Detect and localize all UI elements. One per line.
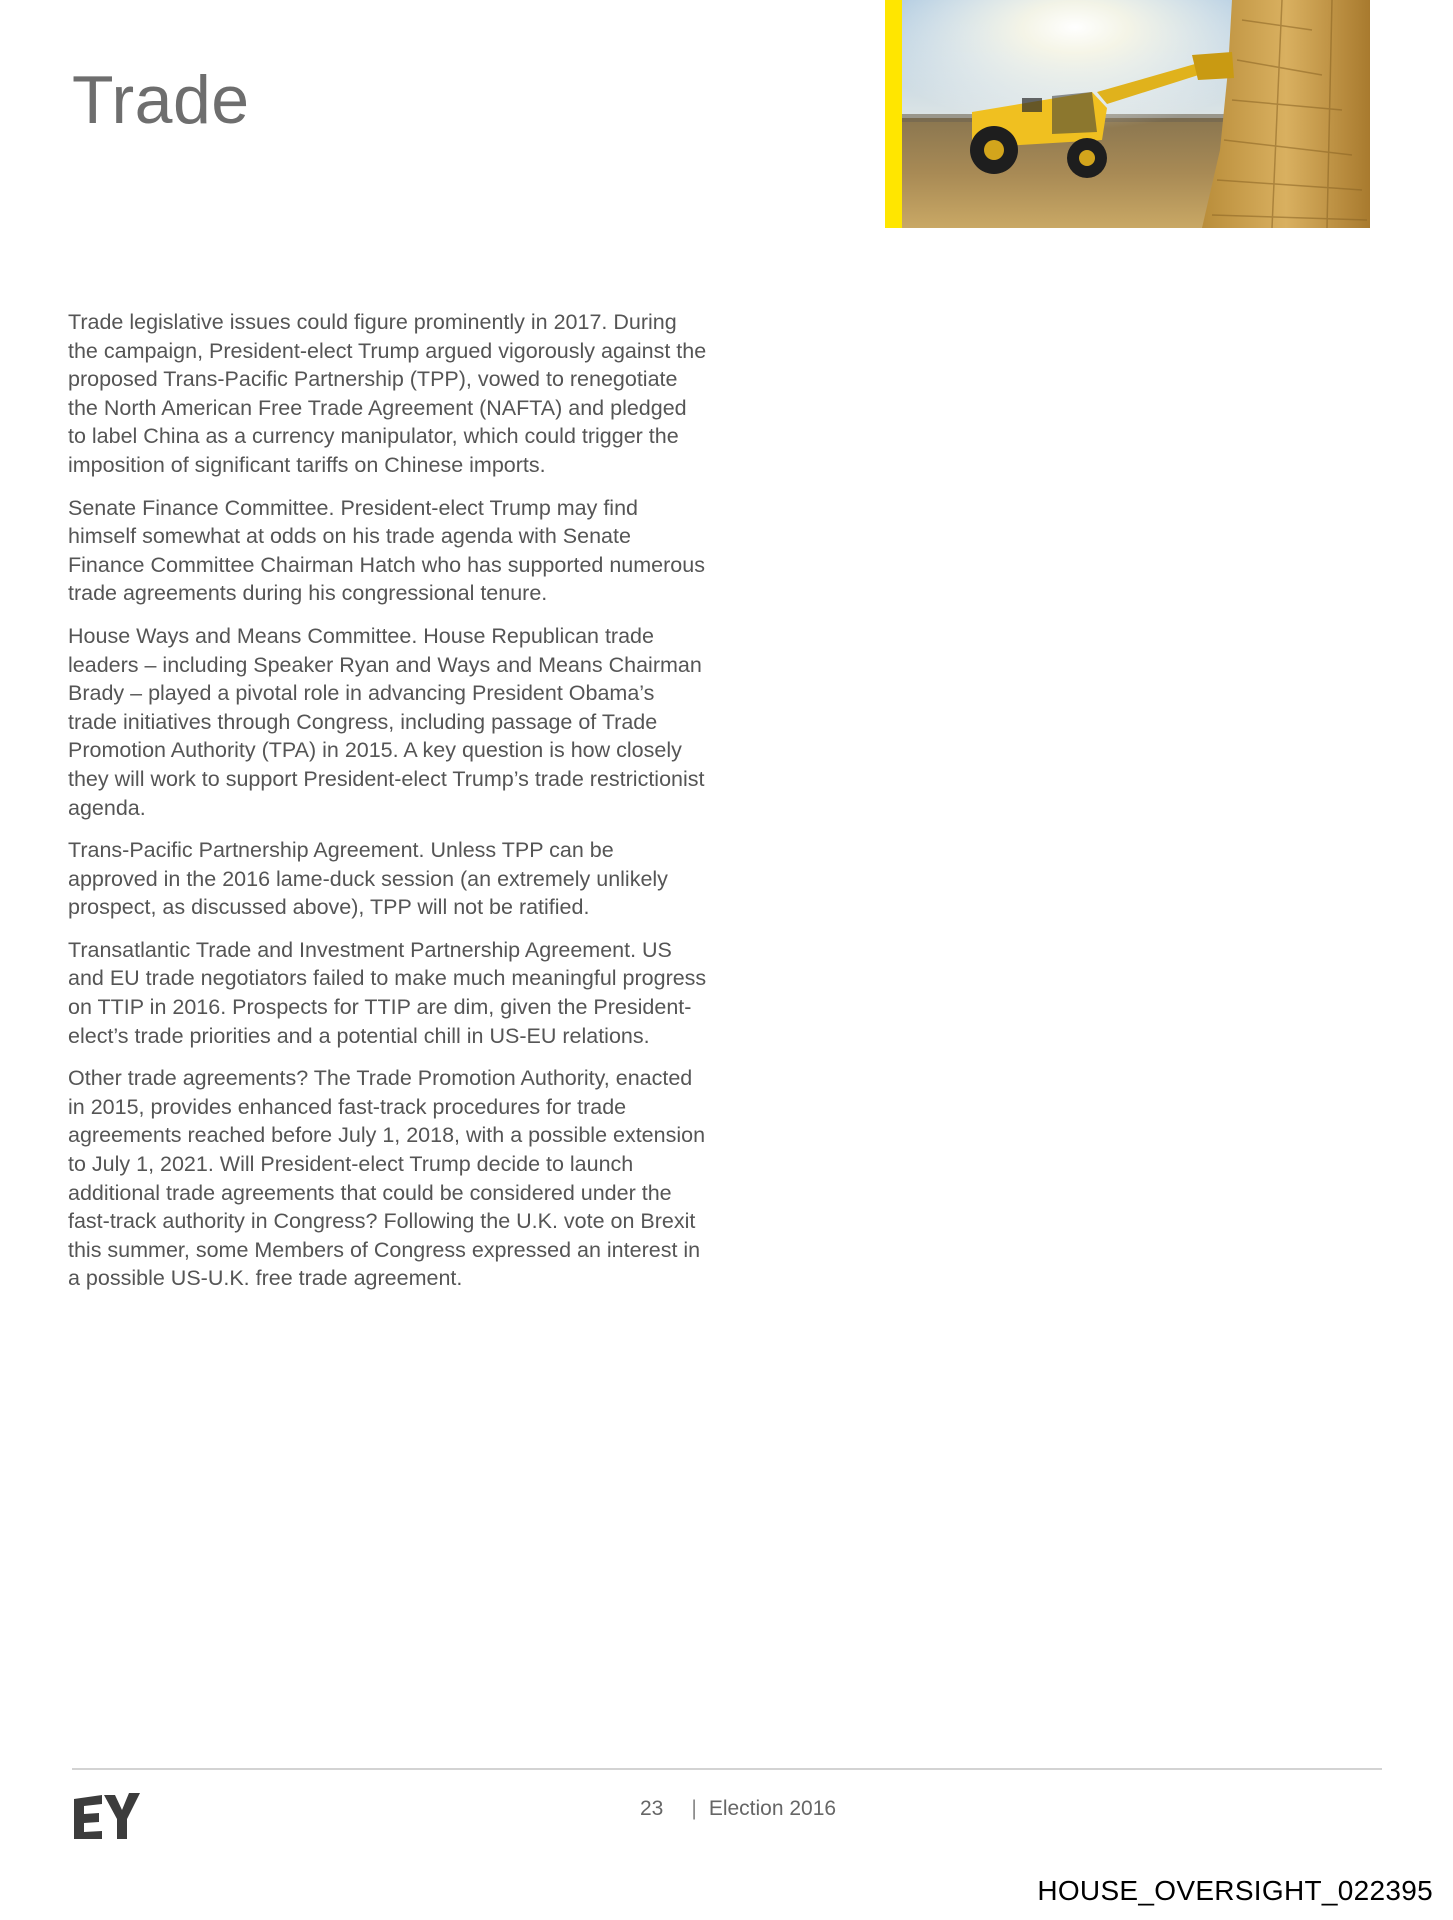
paragraph-other-agreements: Other trade agreements? The Trade Promotion Authority, enacted in 2015, provides enhanced fast-track procedures for trade agreements reached before July 1, 2018, with a possible extension to July 1, 2021. Will President-elect Trump decide to launch additional trade agreements that could be considered under the fast-track authority in Congress? Following the U.K. vote on Brexit this summer, some Members of Congress expressed an interest in a possible US-U.K. free trade agreement.	[68, 1066, 706, 1291]
paragraph-intro: Trade legislative issues could figure prominently in 2017. During the campaign, President-elect Trump argued vigorously against the proposed Trans-Pacific Partnership (TPP), vowed to renegotiate the North American Free Trade Agreement (NAFTA) and pledged to label China as a currency manipulator, which could trigger the imposition of significant tariffs on Chinese imports.	[68, 310, 707, 477]
paragraph-house-ways-means: House Ways and Means Committee. House Republican trade leaders – including Speaker Ryan and Ways and Means Chairman Brady – played a pivotal role in advancing President Obama’s trade initiatives through Congress, including passage of Trade Promotion Authority (TPA) in 2015. A key question is how closely they will work to support President-elect Trump’s trade restrictionist agenda.	[68, 623, 705, 820]
paragraph-senate-finance: Senate Finance Committee. President-elect Trump may find himself somewhat at odds on his trade agenda with Senate Finance Committee Chairman Hatch who has supported numerous trade agreements during his congressional tenure.	[68, 495, 705, 606]
footer-separator: |	[691, 1797, 697, 1820]
footer-divider	[72, 1768, 1382, 1770]
ey-logo	[72, 1793, 140, 1841]
yellow-accent-bar	[885, 0, 902, 228]
hero-image	[885, 0, 1370, 228]
body-text	[68, 308, 708, 1307]
paragraph-tpp: Trans-Pacific Partnership Agreement. Unless TPP can be approved in the 2016 lame-duck session (an extremely unlikely prospect, as discussed above), TPP will not be ratified.	[68, 838, 668, 920]
page-number: 23	[640, 1797, 664, 1820]
paragraph-ttip: Transatlantic Trade and Investment Partnership Agreement. US and EU trade negotiators failed to make much meaningful progress on TTIP in 2016. Prospects for TTIP are dim, given the President-elect’s trade priorities and a potential chill in US-EU relations.	[68, 937, 707, 1048]
page-title: Trade	[72, 62, 250, 138]
tractor-hay-field-photo	[902, 0, 1370, 228]
section-name: Election 2016	[708, 1797, 837, 1820]
footer-text	[640, 1797, 836, 1821]
document-id: HOUSE_OVERSIGHT_022395	[1037, 1875, 1433, 1906]
